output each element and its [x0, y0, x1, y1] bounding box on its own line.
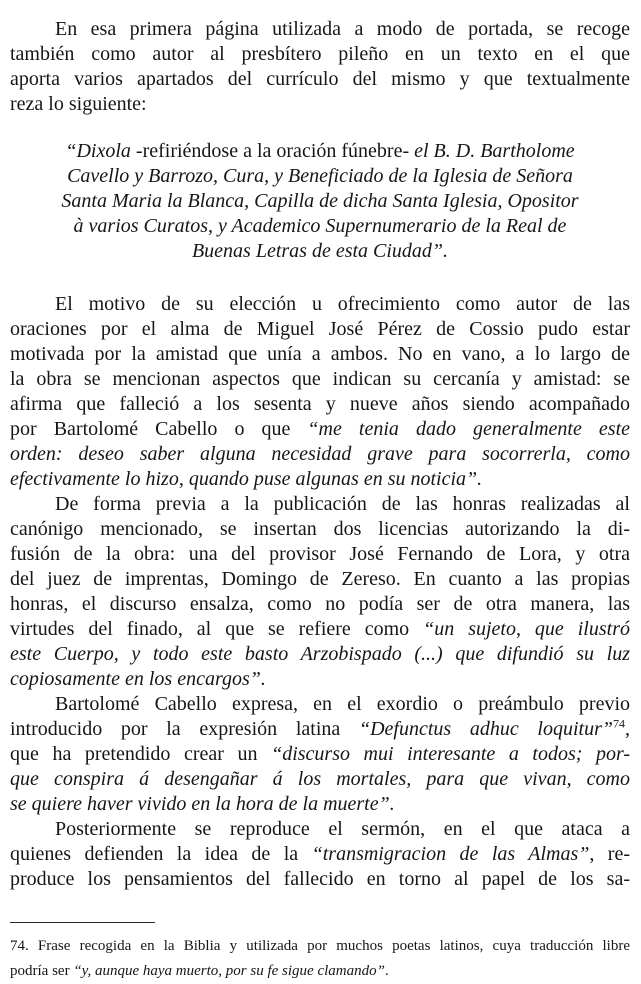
paragraph-exordio [10, 692, 630, 817]
footnote-separator [10, 922, 155, 923]
body-text: 74. Frase recogida en la Biblia y utilizada por muchos poetas latinos, cuya traducción libre [10, 938, 630, 954]
quoted-text: Buenas Letras de esta Ciudad”. [191, 240, 449, 262]
footnote-marker: 74 [613, 716, 626, 731]
quoted-text: “me tenia dado generalmente este [307, 418, 630, 440]
paragraph-sermon [10, 817, 630, 892]
text-line [10, 542, 630, 567]
text-line [10, 667, 630, 692]
text-line [10, 742, 630, 767]
body-text: honras, el discurso ensalza, como no podía ser de otra manera, las [10, 593, 630, 615]
body-text: oraciones por el alma de Miguel José Pérez de Cossio pudo estar [10, 318, 630, 340]
text-line [10, 189, 630, 214]
body-text: podría ser [10, 963, 74, 979]
text-line [10, 492, 630, 517]
text-line [10, 239, 630, 264]
paragraph-portada [10, 17, 630, 117]
text-line [10, 842, 630, 867]
quoted-text: “y, aunque haya muerto, por su fe sigue clamando” [73, 963, 385, 979]
text-line [10, 214, 630, 239]
body-text: -refiriéndose a la oración fúnebre- [135, 140, 415, 162]
body-text: produce los pensamientos del fallecido en torno al papel de los sa- [10, 868, 630, 890]
text-line [10, 67, 630, 92]
body-text: En esa primera página utilizada a modo de portada, se recoge [55, 18, 630, 40]
text-line [10, 767, 630, 792]
quoted-text: el B. D. Bartholome [414, 140, 575, 162]
text-line [10, 867, 630, 892]
text-line [10, 617, 630, 642]
text-line [10, 642, 630, 667]
text-line [10, 592, 630, 617]
quoted-text: Cavello y Barrozo, Cura, y Beneficiado de la Iglesia de Señora [67, 165, 573, 187]
text-line [10, 92, 630, 117]
text-line [10, 417, 630, 442]
footnote-74 [10, 922, 630, 984]
quoted-text: à varios Curatos, y Academico Supernumerario de la Real de [73, 215, 567, 237]
text-line [10, 792, 630, 817]
body-text: Bartolomé Cabello expresa, en el exordio o preámbulo previo [55, 693, 630, 715]
body-text: canónigo mencionado, se insertan dos licencias autorizando la di- [10, 518, 630, 540]
text-line [10, 42, 630, 67]
text-line [10, 467, 630, 492]
body-text: aporta varios apartados del currículo del mismo y que textualmente [10, 68, 630, 90]
blockquote-curriculo [10, 139, 630, 264]
body-text: fusión de la obra: una del provisor José Fernando de Lora, y otra [10, 543, 630, 565]
body-text: por Bartolomé Cabello o que [10, 418, 308, 440]
paragraph-licencias [10, 492, 630, 692]
text-line [10, 817, 630, 842]
quoted-text: “Dixola [65, 140, 136, 162]
text-line [10, 392, 630, 417]
body-text: también como autor al presbítero pileño en un texto en el que [10, 43, 630, 65]
body-text: motivada por la amistad que unía a ambos. No en vano, a lo largo de [10, 343, 630, 365]
text-line [10, 517, 630, 542]
text-line [10, 567, 630, 592]
body-text: De forma previa a la publicación de las honras realizadas al [55, 493, 630, 515]
text-line [10, 139, 630, 164]
body-text: , [625, 718, 631, 740]
body-text: del juez de imprentas, Domingo de Zereso. En cuanto a las propias [10, 568, 630, 590]
quoted-text: “transmigracion de las Almas” [311, 843, 590, 865]
text-line [10, 367, 630, 392]
text-line [10, 164, 630, 189]
text-line [10, 342, 630, 367]
body-text: , re- [589, 843, 630, 865]
body-text: la obra se mencionan aspectos que indican su cercanía y amistad: se [10, 368, 630, 390]
quoted-text: que conspira á desengañar á los mortales, para que vivan, como [10, 768, 630, 790]
quoted-text: “un sujeto, que ilustró [423, 618, 630, 640]
body-text: introducido por la expresión latina [10, 718, 359, 740]
body-text: Posteriormente se reproduce el sermón, en el que ataca a [55, 818, 630, 840]
body-text: El motivo de su elección u ofrecimiento como autor de las [55, 293, 630, 315]
quoted-text: orden: deseo saber alguna necesidad grave para socorrerla, como [10, 443, 630, 465]
paragraph-eleccion [10, 292, 630, 492]
quoted-text: efectivamente lo hizo, quando puse algunas en su noticia”. [10, 468, 483, 490]
text-line [10, 692, 630, 717]
body-text: quienes defienden la idea de la [10, 843, 312, 865]
body-text: reza lo siguiente: [10, 93, 147, 115]
quoted-text: copiosamente en los encargos”. [10, 668, 266, 690]
body-text: que ha pretendido crear un [10, 743, 272, 765]
text-line [10, 717, 630, 742]
quoted-text: Santa Maria la Blanca, Capilla de dicha Santa Iglesia, Opositor [61, 190, 579, 212]
body-text: . [384, 963, 389, 979]
text-line [10, 442, 630, 467]
quoted-text: “Defunctus adhuc loquitur” [358, 718, 614, 740]
text-line [10, 959, 630, 984]
text-line [10, 934, 630, 959]
quoted-text: “discurso mui interesante a todos; por- [271, 743, 630, 765]
text-line [10, 292, 630, 317]
body-text: virtudes del finado, al que se refiere como [10, 618, 424, 640]
body-text: afirma que falleció a los sesenta y nueve años siendo acompañado [10, 393, 630, 415]
quoted-text: este Cuerpo, y todo este basto Arzobispado (...) que difundió su luz [10, 643, 630, 665]
text-line [10, 17, 630, 42]
quoted-text: se quiere haver vivido en la hora de la muerte”. [10, 793, 395, 815]
text-line [10, 317, 630, 342]
